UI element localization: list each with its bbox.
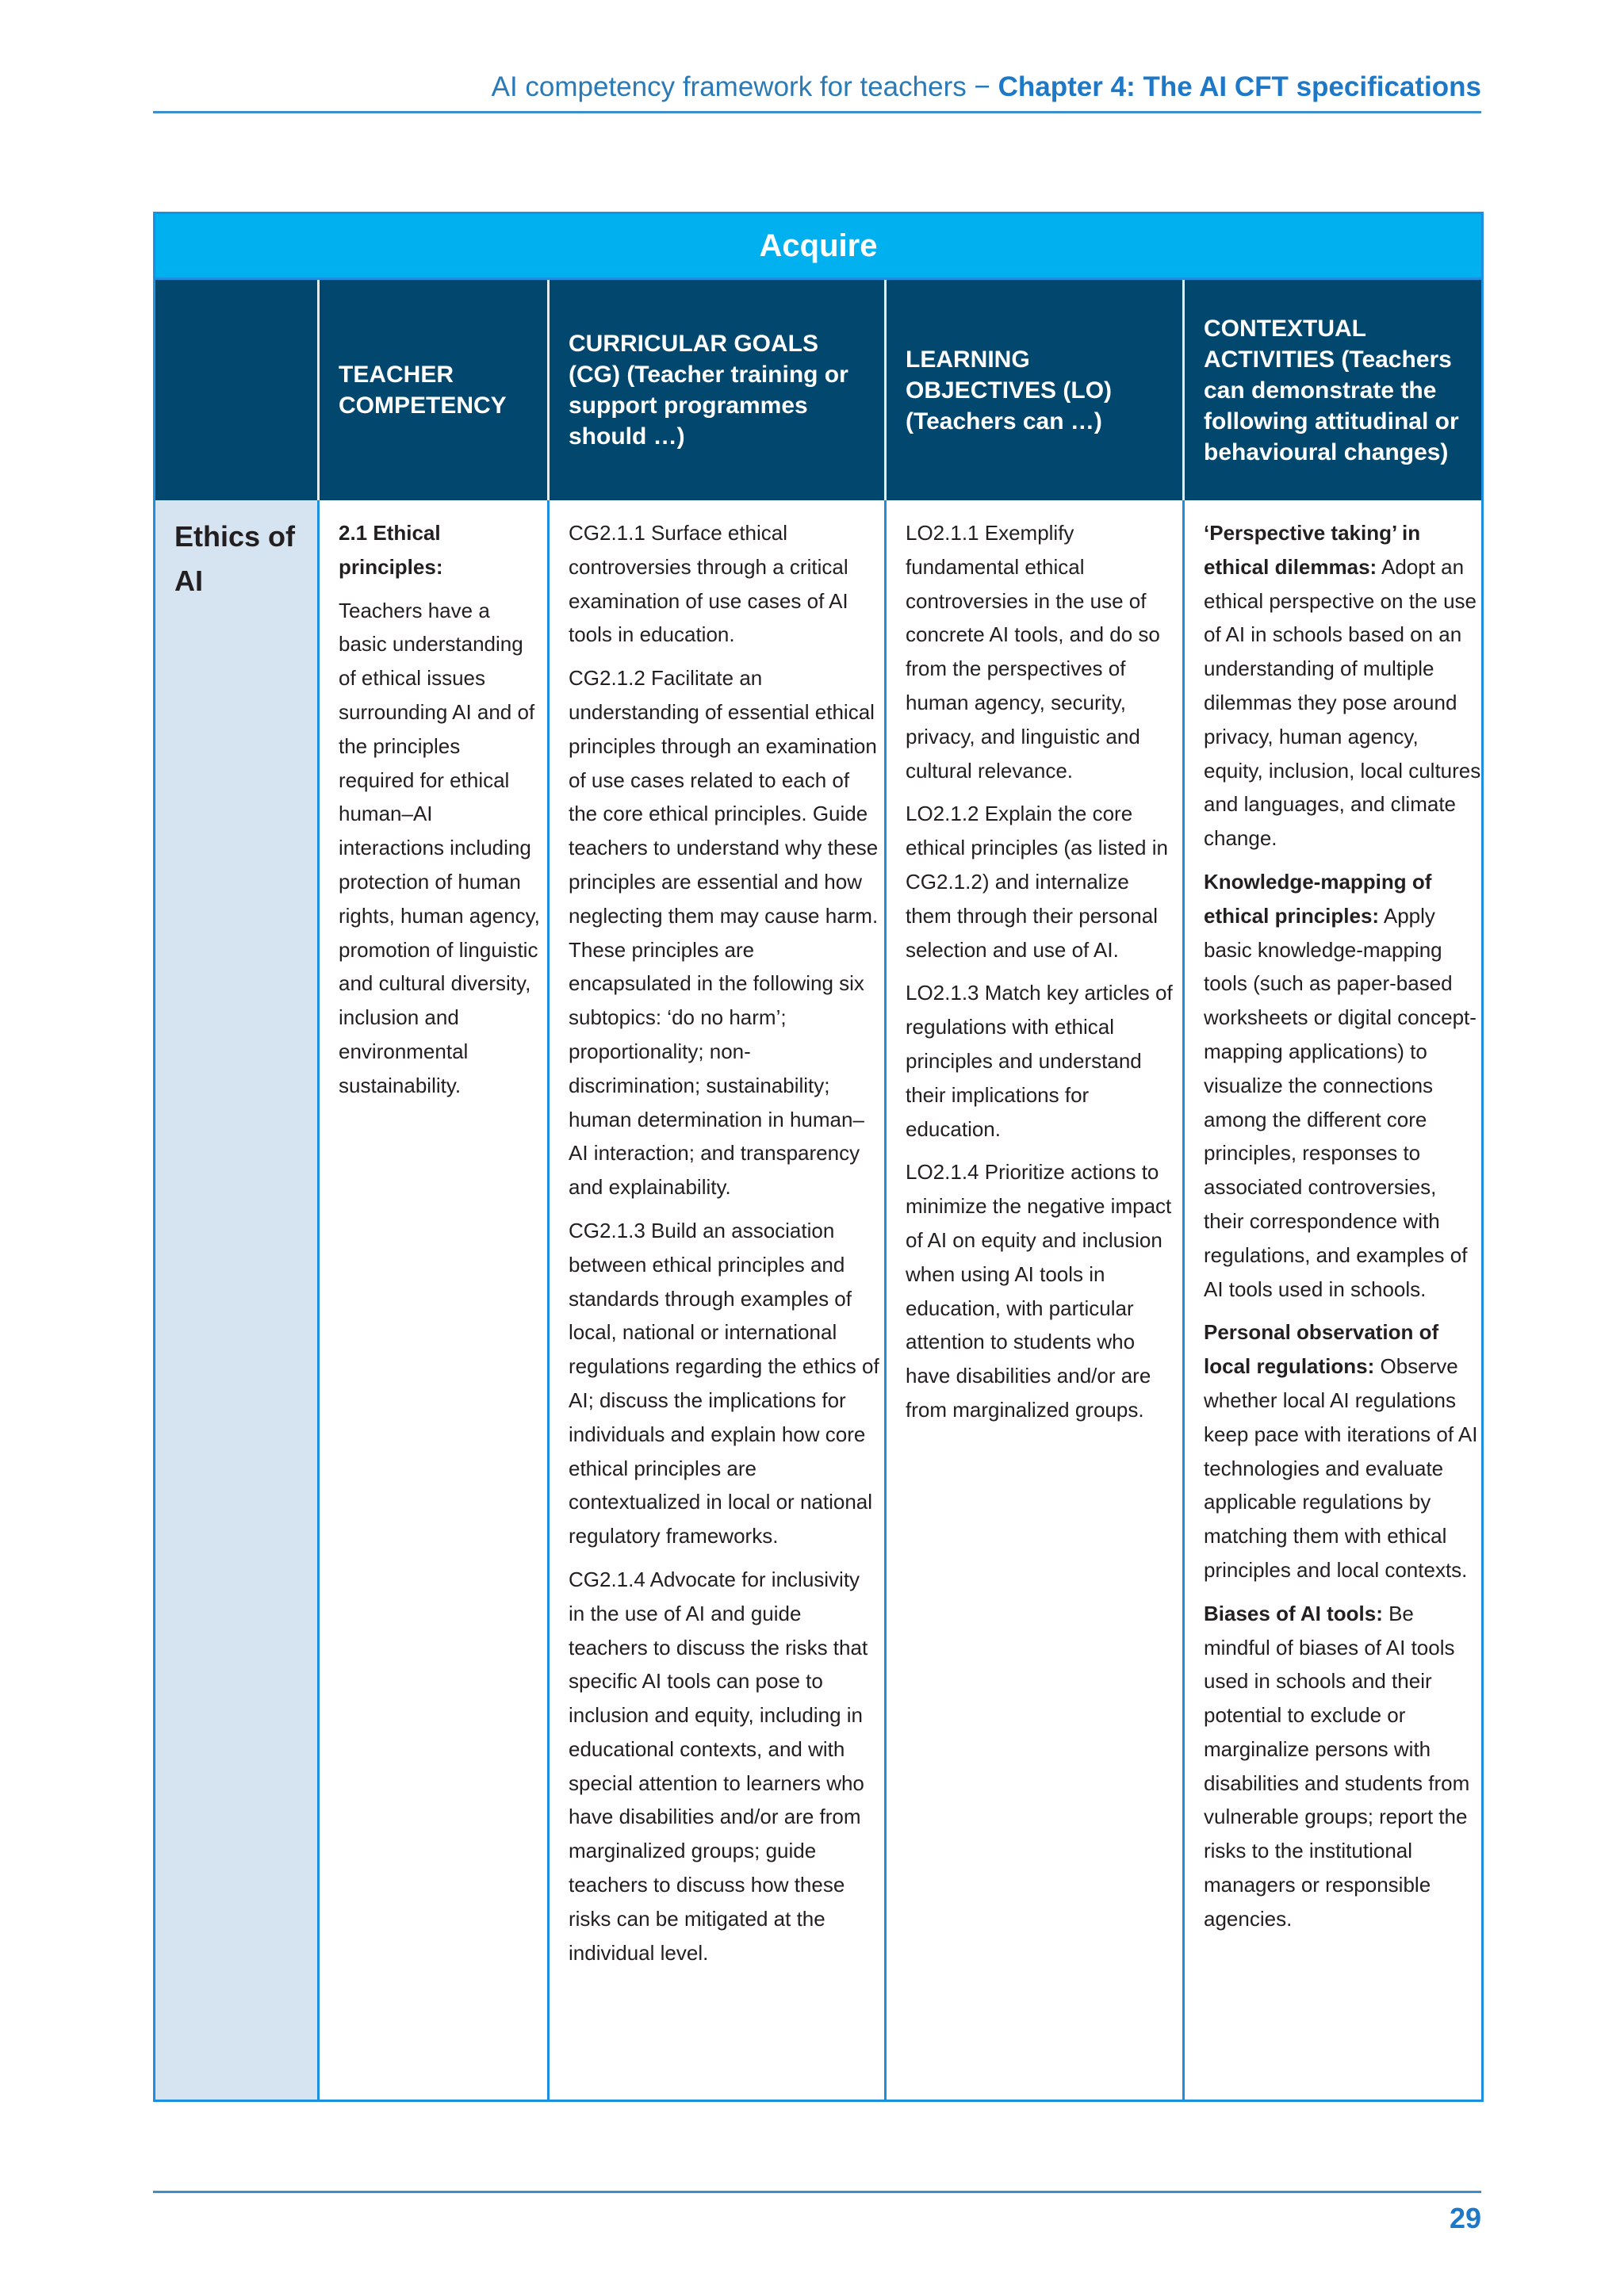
activity — [1204, 1315, 1481, 1587]
competency-table — [153, 212, 1484, 2102]
learning-objectives-cell — [906, 516, 1179, 1437]
activity-title: Personal observation of local regulations: — [1204, 1320, 1439, 1379]
competency-cell — [339, 516, 541, 1112]
table-header-row — [155, 280, 1481, 500]
curricular-goal: CG2.1.2 Facilitate an understanding of essential ethical principles through an examination of use cases related to each of the core ethical principles. Guide teachers to understand why these principles are essential and how neglecting them may cause harm. These principles are encapsulated in the following six subtopics: ‘do no harm’; proportionality; non-discrimination; sustainability; human determination in human–AI interaction; and transparency and explainability. — [569, 666, 879, 1200]
activity-title: ‘Perspective taking’ in ethical dilemmas: — [1204, 521, 1421, 579]
header-contextual-activities: CONTEXTUAL ACTIVITIES (Teachers can demonstrate the following attitudinal or behavioural changes) — [1204, 315, 1459, 465]
activity-text: Be mindful of biases of AI tools used in schools and their potential to exclude or marginalize persons with disabilities and students from vulnerable groups; report the risks to the institutional managers or responsible agencies. — [1204, 1601, 1470, 1931]
column-divider — [317, 500, 320, 2100]
activity-text: Adopt an ethical perspective on the use of AI in schools based on an understanding of multiple dilemmas they pose around privacy, human agency, equity, inclusion, local cultures and languages, and climate change. — [1204, 554, 1481, 851]
column-divider — [547, 500, 550, 2100]
learning-objective: LO2.1.3 Match key articles of regulations with ethical principles and understand their implications for education. — [906, 981, 1173, 1141]
column-divider — [884, 500, 887, 2100]
aspect-label: Ethics of AI — [174, 520, 296, 597]
competency-title: 2.1 Ethical principles: — [339, 521, 443, 579]
learning-objective: LO2.1.1 Exemplify fundamental ethical controversies in the use of concrete AI tools, and do so from the perspectives of human agency, security, privacy, and linguistic and cultural relevance. — [906, 521, 1160, 783]
header-curricular-goals: CURRICULAR GOALS (CG) (Teacher training or support programmes should …) — [569, 331, 848, 450]
document-title: AI competency framework for teachers − — [491, 71, 990, 102]
aspect-cell — [155, 500, 317, 2100]
table-body-row — [155, 500, 1481, 2100]
activity-title: Knowledge-mapping of ethical principles: — [1204, 869, 1432, 928]
activity — [1204, 516, 1481, 856]
running-header — [153, 63, 1481, 113]
activity — [1204, 1597, 1481, 1936]
curricular-goal: CG2.1.3 Build an association between ethical principles and standards through examples of local, national or international regulations regarding the ethics of AI; discuss the implications for individuals and explain how core ethical principles are contextualized in local or national regulatory frameworks. — [569, 1218, 879, 1548]
activity-text: Apply basic knowledge-mapping tools (such as paper-based worksheets or digital concept-mapping applications) to visualize the connections among the different core principles, responses to associated controversies, their correspondence with regulations, and examples of AI tools used in schools. — [1204, 903, 1477, 1301]
page-number: 29 — [1449, 2202, 1481, 2234]
chapter-title: Chapter 4: The AI CFT specifications — [998, 71, 1481, 102]
column-divider — [1182, 500, 1185, 2100]
section-heading: Acquire — [155, 214, 1481, 280]
contextual-activities-cell — [1204, 516, 1481, 1946]
learning-objective: LO2.1.2 Explain the core ethical principles (as listed in CG2.1.2) and internalize them through their personal selection and use of AI. — [906, 802, 1168, 962]
activity-text: Observe whether local AI regulations keep pace with iterations of AI technologies and evaluate applicable regulations by matching them with ethical principles and local contexts. — [1204, 1354, 1478, 1582]
activity — [1204, 865, 1481, 1306]
activity-title: Biases of AI tools: — [1204, 1601, 1383, 1625]
competency-text: Teachers have a basic understanding of ethical issues surrounding AI and of the principles required for ethical human–AI interactions including protection of human rights, human agency, promotion of linguistic and cultural diversity, inclusion and environmental sustainability. — [339, 598, 540, 1097]
header-teacher-competency: TEACHER COMPETENCY — [339, 362, 507, 419]
curricular-goal: CG2.1.1 Surface ethical controversies through a critical examination of use cases of AI tools in education. — [569, 521, 848, 647]
learning-objective: LO2.1.4 Prioritize actions to minimize the negative impact of AI on equity and inclusion when using AI tools in education, with particular attention to students who have disabilities and/or are from marginalized groups. — [906, 1160, 1172, 1422]
curricular-goal: CG2.1.4 Advocate for inclusivity in the use of AI and guide teachers to discuss the risks that specific AI tools can pose to inclusion and equity, including in educational contexts, and with special attention to learners who have disabilities and/or are from marginalized groups; guide teachers to discuss how these risks can be mitigated at the individual level. — [569, 1567, 868, 1965]
footer-rule — [153, 2191, 1481, 2193]
curricular-goals-cell — [569, 516, 879, 1979]
header-learning-objectives: LEARNING OBJECTIVES (LO) (Teachers can …) — [906, 346, 1113, 434]
